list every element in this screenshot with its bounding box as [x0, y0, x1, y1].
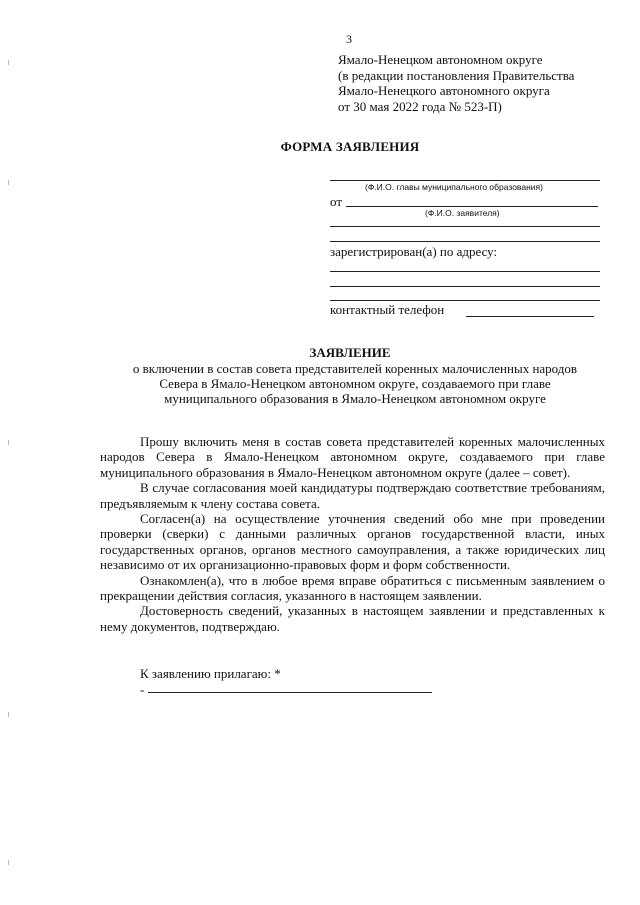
scan-mark: [8, 440, 9, 445]
body-paragraph: Согласен(а) на осуществление уточнения сведений обо мне при проведении проверки (сверки) с данными различных органов государственной власти, иных государственных органов, органов местного самоуправления, а также юридических лиц независимо от их организационно-правовых форм и форм собственности.: [100, 511, 605, 573]
attachment-field[interactable]: [148, 692, 432, 693]
body-paragraph: Ознакомлен(а), что в любое время вправе обратиться с письменным заявлением о прекращении действия согласия, указанного в настоящем заявлении.: [100, 572, 605, 604]
page-number: 3: [346, 32, 352, 46]
scan-mark: [8, 60, 9, 65]
body-paragraph: Достоверность сведений, указанных в настоящем заявлении и представленных к нему документов, подтверждаю.: [100, 603, 605, 634]
statement-subtitle: о включении в состав совета представителей коренных малочисленных народов Севера в Ямало-Ненецком автономном округе, создаваемого при главе муниципального образования в Ямало-Ненецком автономном округе: [132, 361, 578, 406]
attachment-item: [140, 682, 144, 698]
document-header: [338, 52, 574, 114]
head-name-field[interactable]: [330, 180, 600, 181]
head-name-caption: (Ф.И.О. главы муниципального образования): [365, 182, 543, 192]
scan-mark: [8, 860, 9, 865]
form-title: ФОРМА ЗАЯВЛЕНИЯ: [280, 139, 420, 154]
applicant-name-caption: (Ф.И.О. заявителя): [425, 208, 500, 218]
statement-body: [100, 434, 605, 634]
scan-mark: [8, 180, 9, 185]
address-field-2[interactable]: [330, 286, 600, 287]
address-field-3[interactable]: [330, 300, 600, 301]
registered-address-label: зарегистрирован(а) по адресу:: [330, 244, 498, 259]
scan-mark: [8, 712, 9, 717]
header-line: (в редакции постановления Правительства: [338, 67, 575, 83]
from-label: от: [330, 194, 343, 209]
applicant-name-field[interactable]: [346, 206, 598, 207]
attachments-label: К заявлению прилагаю: *: [140, 666, 281, 681]
body-paragraph: Прошу включить меня в состав совета представителей коренных малочисленных народов Севера в Ямало-Ненецком автономном округе, создаваемого при главе муниципального образования в Ямало-Ненецком автономном округе (далее – совет).: [100, 434, 605, 480]
address-field-1[interactable]: [330, 271, 600, 272]
body-paragraph: В случае согласования моей кандидатуры подтверждаю соответствие требованиям, предъявляемым к члену состава совета.: [100, 480, 605, 511]
phone-field[interactable]: [466, 316, 594, 317]
header-line: Ямало-Ненецкого автономного округа: [338, 83, 550, 98]
applicant-name-field-2[interactable]: [330, 226, 600, 227]
header-line: Ямало-Ненецком автономном округе: [338, 52, 543, 67]
attachment-bullet: -: [140, 682, 145, 697]
statement-title: ЗАЯВЛЕНИЕ: [309, 345, 391, 360]
applicant-name-field-3[interactable]: [330, 241, 600, 242]
phone-label: контактный телефон: [330, 302, 445, 317]
header-line: от 30 мая 2022 года № 523-П): [338, 98, 502, 114]
